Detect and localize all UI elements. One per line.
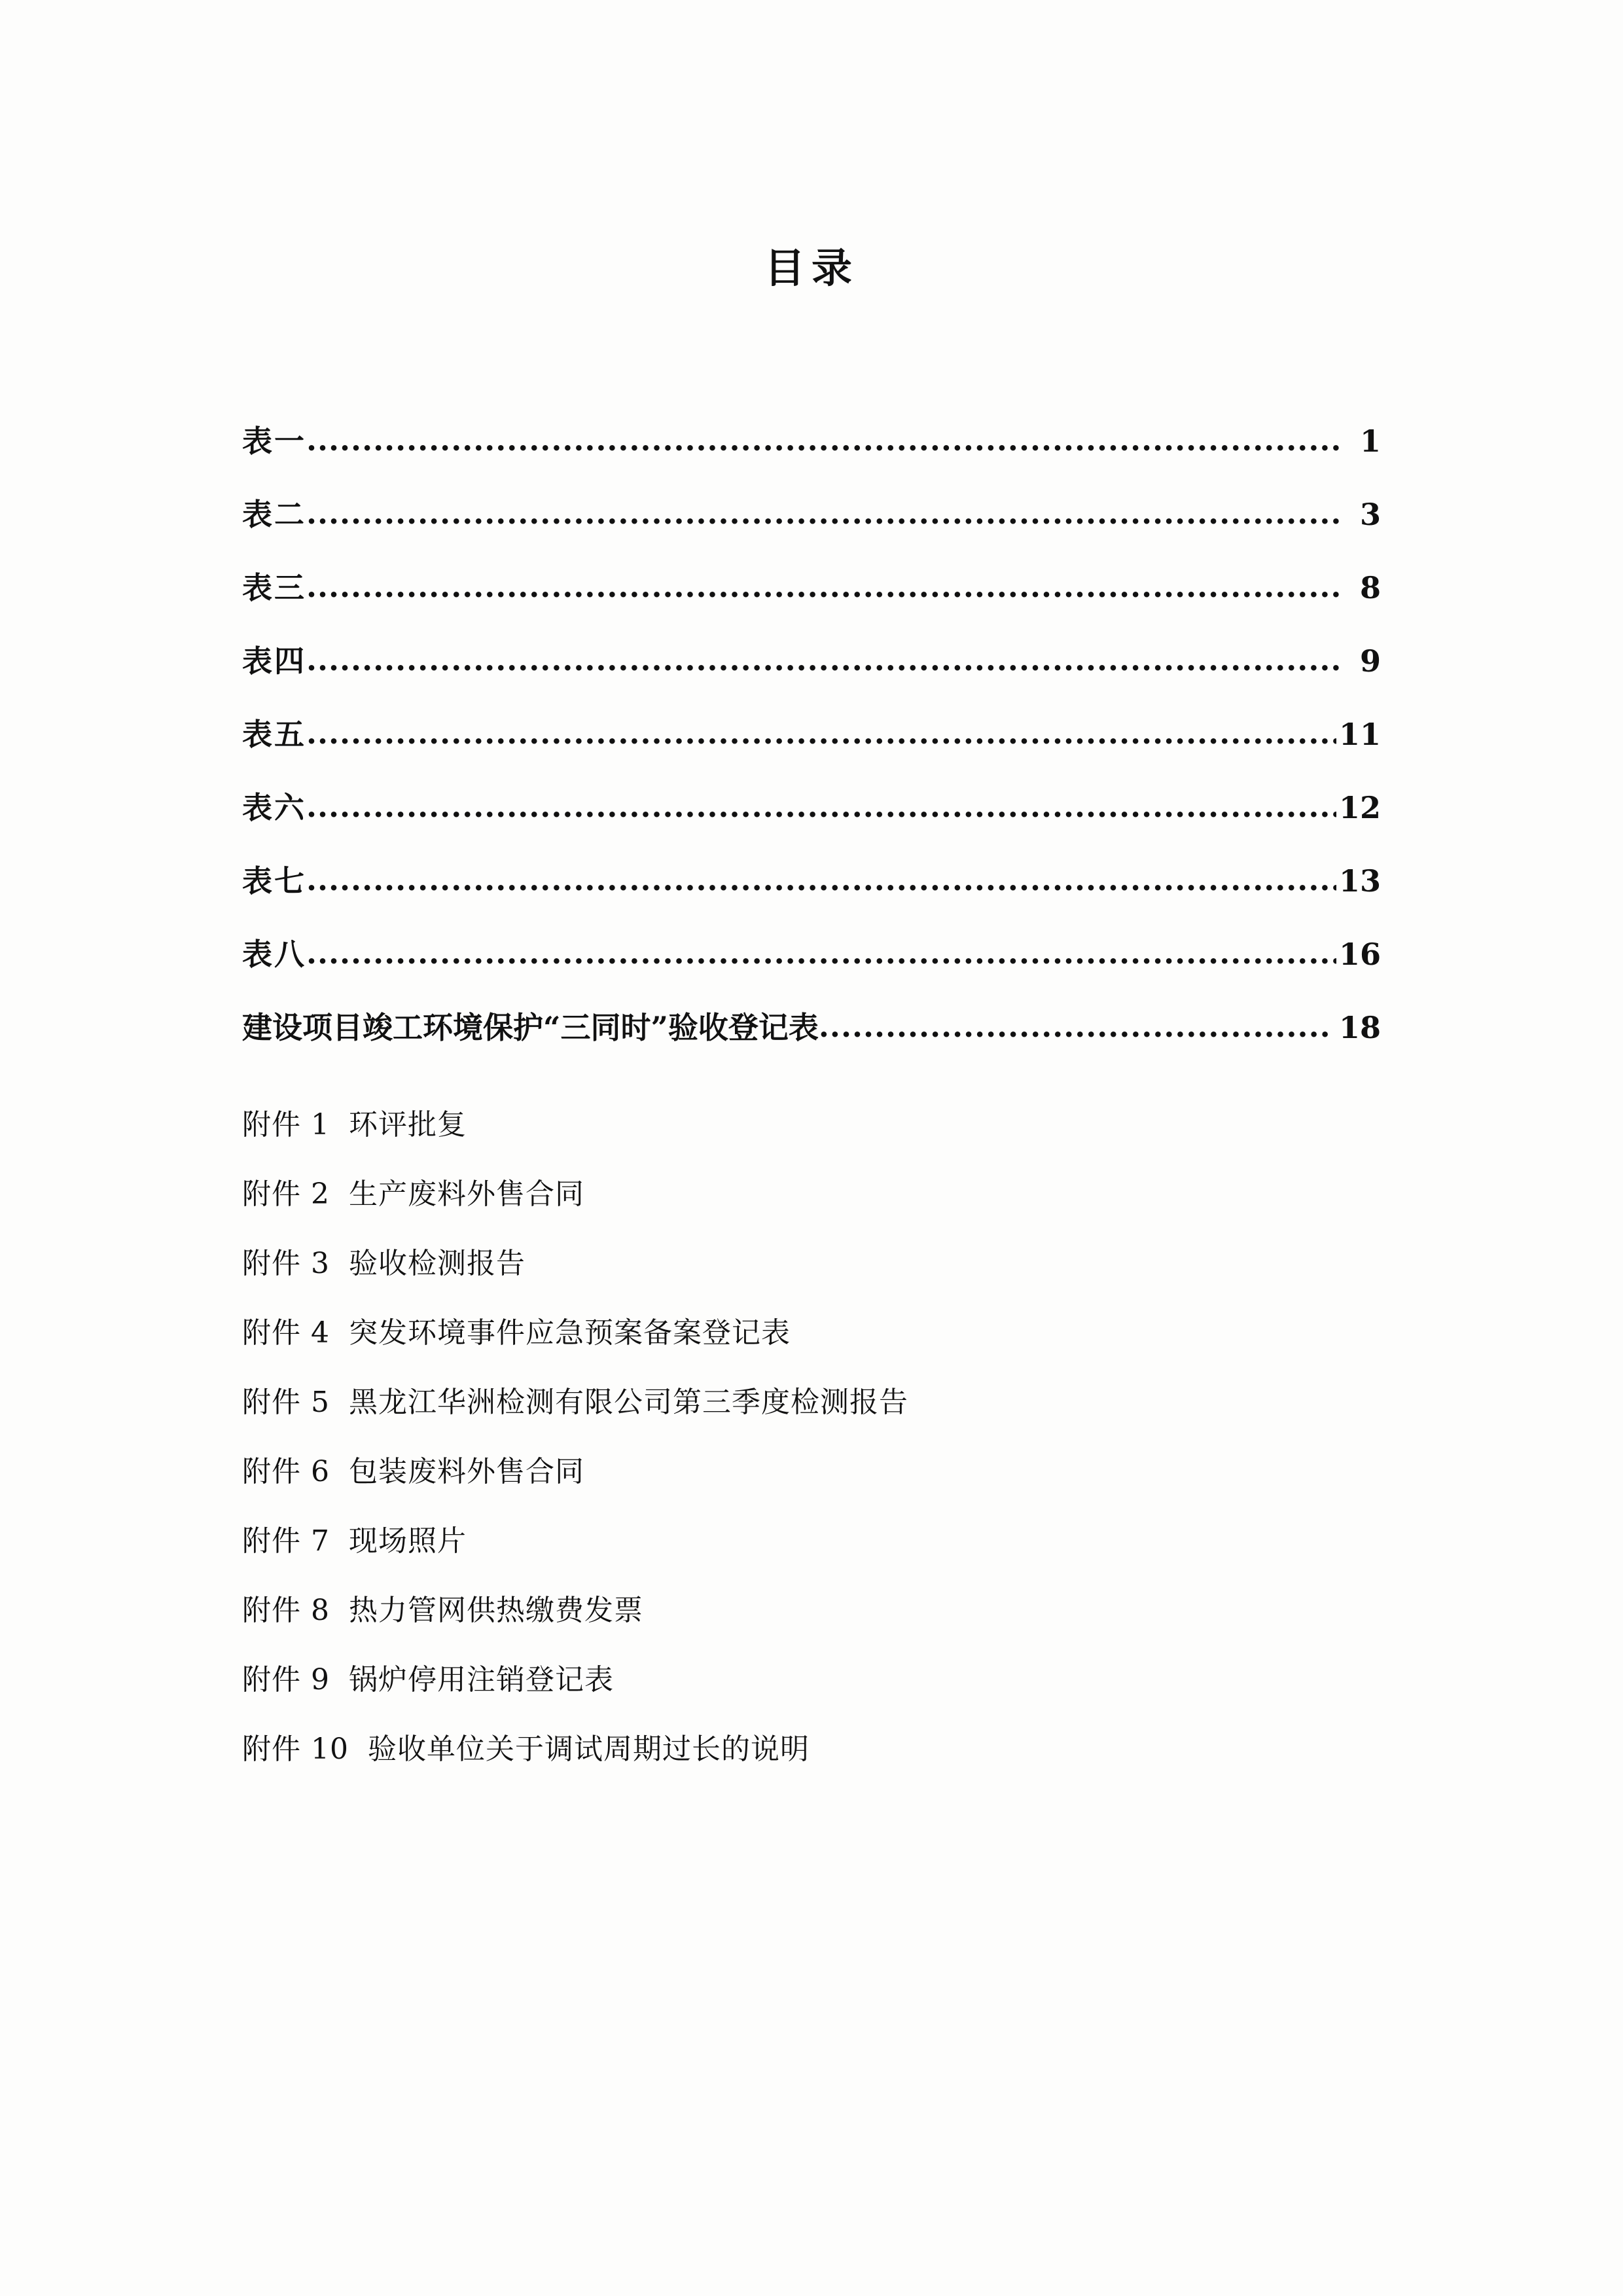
attachment-number: 附件 4 [242, 1316, 330, 1350]
attachment-title: 突发环境事件应急预案备案登记表 [348, 1316, 791, 1350]
page-content [242, 0, 1381, 1804]
toc-leader-dots [306, 865, 1336, 895]
table-of-contents [242, 425, 1381, 1043]
toc-leader-dots [306, 718, 1336, 748]
toc-entry-page: 8 [1359, 570, 1381, 605]
toc-entry-page: 9 [1359, 643, 1381, 679]
toc-entry[interactable] [242, 791, 1381, 823]
list-item[interactable] [242, 1177, 1381, 1211]
attachment-number: 附件 3 [242, 1247, 330, 1280]
attachment-number: 附件 7 [242, 1524, 330, 1558]
attachment-title: 热力管网供热缴费发票 [348, 1594, 643, 1627]
toc-leader-dots [306, 571, 1339, 601]
toc-leader-dots [306, 645, 1339, 675]
toc-leader-dots [306, 425, 1339, 455]
toc-entry-page: 1 [1359, 423, 1381, 459]
attachment-number: 附件 9 [242, 1663, 330, 1696]
toc-entry-label: 表七 [242, 863, 306, 899]
attachment-number: 附件 5 [242, 1386, 330, 1419]
toc-leader-dots [306, 938, 1336, 968]
toc-entry-label: 表四 [242, 643, 306, 679]
attachment-title: 环评批复 [348, 1108, 467, 1141]
attachment-title: 现场照片 [348, 1524, 467, 1558]
toc-entry[interactable] [242, 643, 1381, 679]
toc-leader-dots [306, 791, 1336, 821]
list-item[interactable] [242, 1249, 1381, 1278]
toc-entry-label: 表八 [242, 937, 306, 972]
toc-entry[interactable] [242, 571, 1381, 603]
attachment-title: 生产废料外售合同 [348, 1177, 584, 1211]
toc-leader-dots [819, 1011, 1330, 1041]
toc-entry-page: 16 [1338, 937, 1381, 972]
toc-leader-dots [306, 498, 1339, 528]
toc-entry-label: 表二 [242, 497, 306, 532]
toc-entry-page: 11 [1338, 717, 1381, 752]
toc-entry-page: 12 [1338, 790, 1381, 825]
toc-entry-label: 表一 [242, 423, 306, 459]
toc-entry-label: 表六 [242, 790, 306, 825]
toc-entry[interactable] [242, 717, 1381, 752]
list-item[interactable] [242, 1732, 1381, 1766]
attachment-title: 锅炉停用注销登记表 [348, 1663, 614, 1696]
toc-entry-page: 3 [1359, 497, 1381, 532]
toc-entry-label: 表五 [242, 717, 306, 752]
toc-entry-page: 13 [1338, 863, 1381, 899]
toc-entry[interactable] [242, 1011, 1381, 1043]
attachment-number: 附件 10 [242, 1732, 349, 1766]
attachment-title: 验收单位关于调试周期过长的说明 [367, 1732, 810, 1766]
list-item[interactable] [242, 1663, 1381, 1696]
toc-entry[interactable] [242, 863, 1381, 899]
attachment-number: 附件 8 [242, 1594, 330, 1627]
list-item[interactable] [242, 1524, 1381, 1558]
page-title: 目录 [764, 244, 859, 292]
attachment-number: 附件 6 [242, 1455, 330, 1488]
list-item[interactable] [242, 1316, 1381, 1350]
list-item[interactable] [242, 1108, 1381, 1141]
toc-entry[interactable] [242, 497, 1381, 532]
attachment-number: 附件 1 [242, 1108, 330, 1141]
attachment-title: 包装废料外售合同 [348, 1455, 584, 1488]
attachment-title: 验收检测报告 [348, 1247, 526, 1280]
toc-entry-label: 表三 [242, 570, 306, 605]
attachment-list [242, 1108, 1381, 1766]
list-item[interactable] [242, 1388, 1381, 1417]
attachment-title: 黑龙江华洲检测有限公司第三季度检测报告 [348, 1386, 908, 1419]
toc-entry-label: 建设项目竣工环境保护“三同时”验收登记表 [242, 1010, 819, 1045]
toc-entry[interactable] [242, 423, 1381, 459]
list-item[interactable] [242, 1455, 1381, 1488]
attachment-number: 附件 2 [242, 1177, 330, 1211]
toc-entry[interactable] [242, 937, 1381, 972]
list-item[interactable] [242, 1596, 1381, 1625]
toc-entry-page: 18 [1338, 1010, 1381, 1045]
